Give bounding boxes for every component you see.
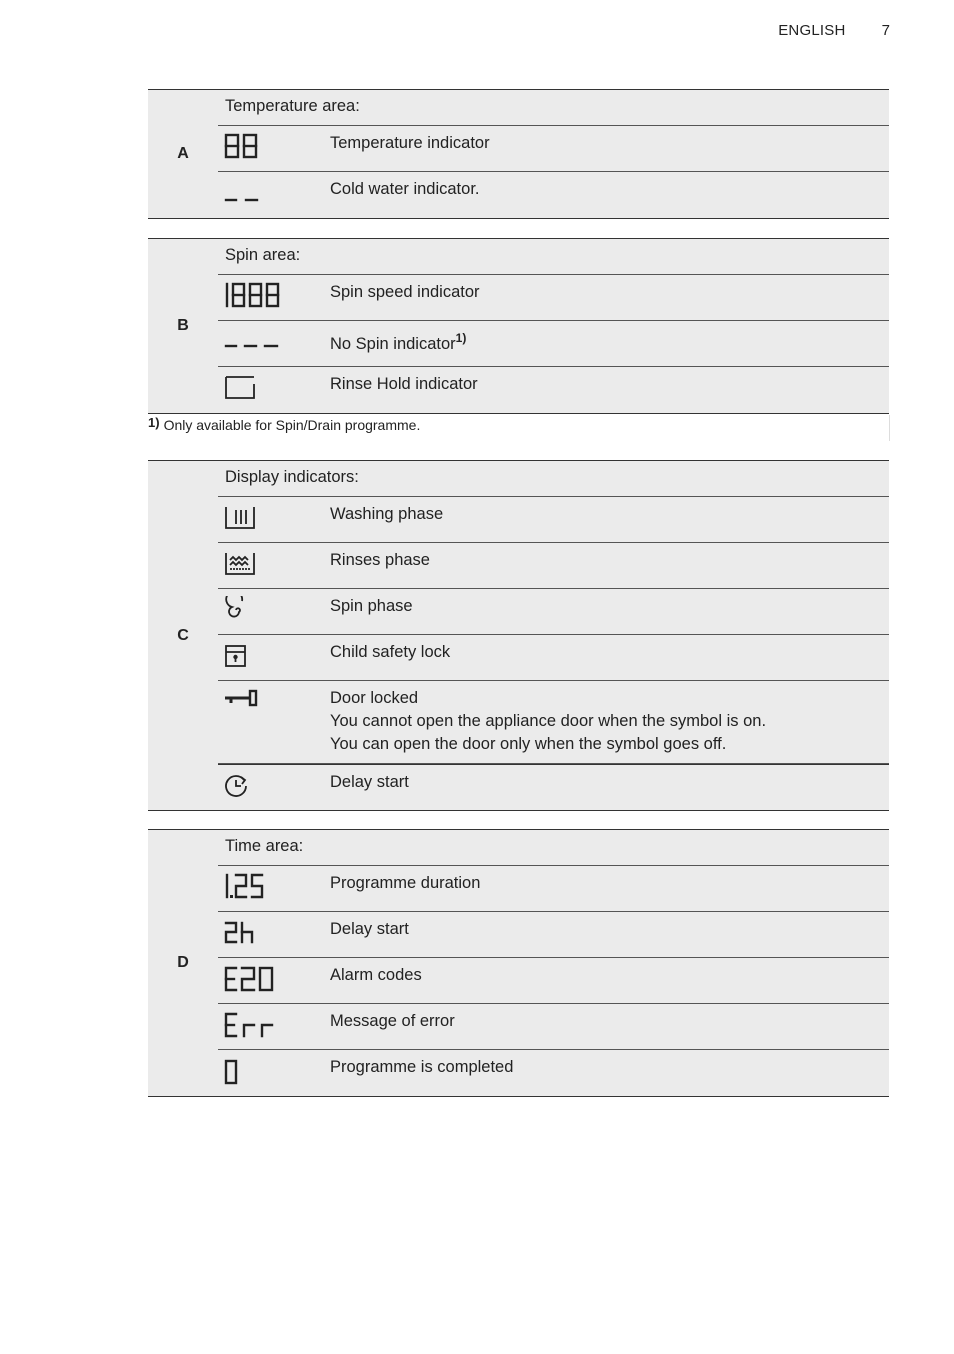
table-row bbox=[218, 497, 889, 543]
language-label: ENGLISH bbox=[778, 22, 846, 39]
table-row bbox=[218, 275, 889, 321]
row-description: Delay start bbox=[330, 920, 409, 938]
row-description: Spin phase bbox=[330, 597, 413, 615]
zero-digit-icon bbox=[218, 1050, 324, 1096]
table-row bbox=[218, 635, 889, 681]
child-lock-icon bbox=[218, 635, 324, 680]
88-digits-icon bbox=[218, 126, 324, 171]
page-number: 7 bbox=[881, 22, 890, 39]
door-locked-icon bbox=[218, 681, 324, 763]
row-description: Rinse Hold indicator bbox=[330, 375, 478, 393]
row-description: Alarm codes bbox=[330, 966, 422, 984]
row-description: Washing phase bbox=[330, 505, 444, 523]
row-description: Spin speed indicator bbox=[330, 283, 480, 301]
table-row bbox=[218, 958, 889, 1004]
table-row bbox=[218, 912, 889, 958]
triple-dash-icon bbox=[218, 321, 324, 366]
1888-digits-icon bbox=[218, 275, 324, 320]
area-title: Time area: bbox=[218, 830, 889, 866]
temperature-area-table bbox=[148, 89, 889, 219]
section-letter: A bbox=[177, 145, 189, 162]
125-digits-icon bbox=[218, 866, 324, 911]
table-row bbox=[218, 1050, 889, 1096]
row-description: Cold water indicator. bbox=[330, 180, 480, 198]
row-detail: You can open the door only when the symbol goes off. bbox=[330, 735, 727, 753]
table-row bbox=[218, 126, 889, 172]
row-description: Temperature indicator bbox=[330, 134, 490, 152]
row-description: Programme duration bbox=[330, 874, 481, 892]
2h-digits-icon bbox=[218, 912, 324, 957]
area-title: Spin area: bbox=[218, 239, 889, 275]
section-letter: D bbox=[177, 954, 189, 971]
table-row bbox=[218, 866, 889, 912]
footnote-text: Only available for Spin/Drain programme. bbox=[163, 417, 421, 433]
section-letter: B bbox=[177, 317, 189, 334]
e20-digits-icon bbox=[218, 958, 324, 1003]
area-title: Display indicators: bbox=[218, 461, 889, 497]
time-area-table bbox=[148, 829, 889, 1097]
row-detail: You cannot open the appliance door when the symbol is on. bbox=[330, 712, 767, 730]
display-indicators-table bbox=[148, 460, 889, 811]
row-description: Child safety lock bbox=[330, 643, 451, 661]
washing-phase-icon bbox=[218, 497, 324, 542]
err-digits-icon bbox=[218, 1004, 324, 1049]
footnote bbox=[148, 415, 890, 441]
row-description: Message of error bbox=[330, 1012, 455, 1030]
table-row bbox=[218, 764, 889, 810]
row-description: No Spin indicator$^{1)}$ bbox=[330, 331, 467, 353]
table-row bbox=[218, 681, 889, 764]
delay-start-icon bbox=[218, 765, 324, 810]
spin-phase-icon bbox=[218, 589, 324, 634]
spin-area-table bbox=[148, 238, 889, 414]
footnote-marker: 1) bbox=[455, 331, 467, 345]
section-letter: C bbox=[177, 626, 189, 644]
table-row bbox=[218, 172, 889, 218]
row-description: Door locked You cannot open the appliance door when the symbol is on. You can open the door only when the symbol goes off. bbox=[324, 681, 889, 763]
table-row bbox=[218, 589, 889, 635]
table-row bbox=[218, 1004, 889, 1050]
double-dash-icon bbox=[218, 172, 324, 218]
page-header bbox=[778, 22, 890, 39]
row-description: Rinses phase bbox=[330, 551, 430, 569]
rinse-hold-icon bbox=[218, 367, 324, 413]
area-title: Temperature area: bbox=[218, 90, 889, 126]
table-row bbox=[218, 543, 889, 589]
footnote-mark: 1) bbox=[148, 415, 160, 430]
table-row bbox=[218, 367, 889, 413]
table-row bbox=[218, 321, 889, 367]
row-description: Programme is completed bbox=[330, 1058, 514, 1076]
row-description: Delay start bbox=[330, 773, 409, 791]
rinses-phase-icon bbox=[218, 543, 324, 588]
